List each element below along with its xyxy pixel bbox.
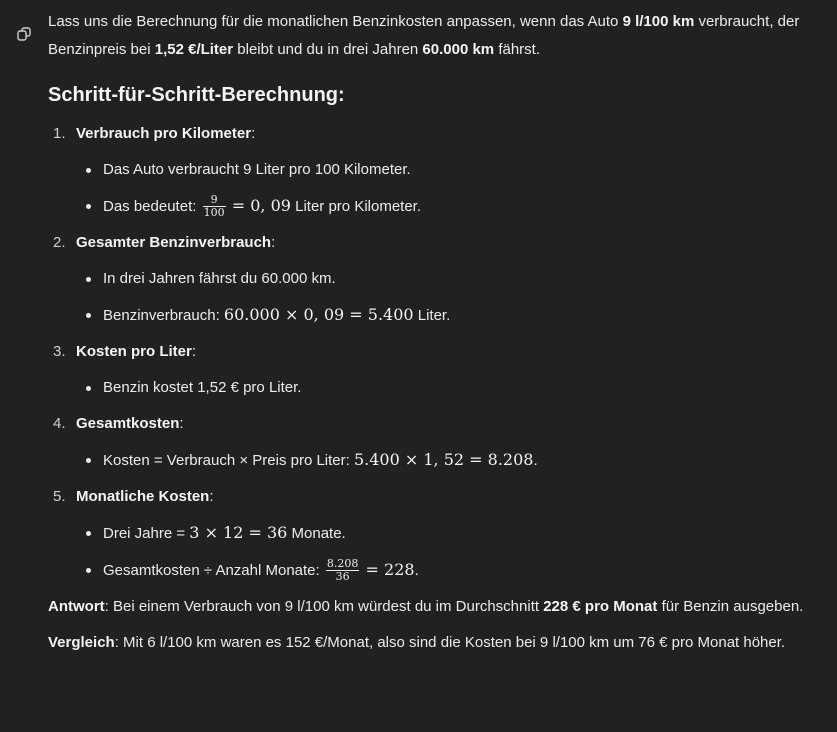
step-number: 4.	[53, 415, 66, 432]
step-item	[48, 338, 823, 402]
bullet-text: Liter pro Kilometer.	[290, 198, 422, 215]
step-bullets	[76, 265, 823, 330]
step-title	[76, 120, 823, 148]
bullet-item	[76, 374, 823, 402]
answer-text-1: : Bei einem Verbrauch von 9 l/100 km würdest du im Durchschnitt	[104, 598, 544, 615]
math-expression: = 228	[365, 560, 415, 579]
step-bullets	[76, 446, 823, 475]
step-bullets	[76, 156, 823, 221]
bullet-text: .	[414, 562, 419, 579]
step-title	[76, 229, 823, 257]
math-expression: 60.000 × 0, 09 = 5.400	[223, 305, 414, 324]
bullet-text: Benzinverbrauch:	[103, 307, 224, 324]
step-title	[76, 483, 823, 511]
step-title-bold: Gesamtkosten	[76, 415, 180, 432]
bullet-text: Benzin kostet 1,52 € pro Liter.	[103, 379, 302, 396]
bullet-text: Drei Jahre =	[103, 525, 190, 542]
intro-bold-distance: 60.000 km	[422, 41, 495, 58]
answer-bold-result: 228 € pro Monat	[543, 598, 658, 615]
step-title-colon: :	[271, 234, 276, 251]
intro-text-4: fährst.	[494, 41, 541, 58]
step-number: 2.	[53, 234, 66, 251]
bullet-text: Das Auto verbraucht 9 Liter pro 100 Kilometer.	[103, 161, 411, 178]
step-title	[76, 410, 823, 438]
bullet-item	[76, 265, 823, 293]
assistant-message	[48, 8, 823, 657]
fraction-denominator: 36	[335, 569, 350, 583]
fraction-denominator: 100	[203, 205, 225, 219]
step-item	[48, 410, 823, 475]
bullet-text: Kosten = Verbrauch × Preis pro Liter:	[103, 452, 354, 469]
bullet-text: In drei Jahren fährst du 60.000 km.	[103, 270, 336, 287]
step-title-bold: Monatliche Kosten	[76, 488, 210, 505]
answer-label: Antwort	[48, 598, 105, 615]
steps-list	[48, 120, 823, 585]
intro-text-1: Lass uns die Berechnung für die monatlichen Benzinkosten anpassen, wenn das Auto	[48, 13, 623, 30]
bullet-item	[76, 156, 823, 184]
answer-paragraph	[48, 593, 823, 621]
fraction	[326, 558, 360, 583]
answer-text-2: für Benzin ausgeben.	[657, 598, 804, 615]
bullet-text: Monate.	[287, 525, 346, 542]
comparison-label: Vergleich	[48, 634, 115, 651]
copy-icon[interactable]	[15, 25, 33, 43]
step-number: 5.	[53, 488, 66, 505]
math-expression: 5.400 × 1, 52 = 8.208	[353, 450, 534, 469]
bullet-text: Gesamtkosten ÷ Anzahl Monate:	[103, 562, 324, 579]
comparison-paragraph	[48, 629, 823, 657]
math-expression: 3 × 12 = 36	[189, 523, 288, 542]
intro-paragraph	[48, 8, 823, 64]
intro-text-2: verbraucht, der Benzinpreis bei	[48, 13, 800, 58]
step-title-colon: :	[251, 125, 256, 142]
step-number: 3.	[53, 343, 66, 360]
step-item	[48, 120, 823, 221]
step-title-bold: Kosten pro Liter	[76, 343, 192, 360]
intro-bold-price: 1,52 €/Liter	[154, 41, 234, 58]
fraction-numerator: 8.208	[326, 556, 359, 570]
intro-text-3: bleibt und du in drei Jahren	[233, 41, 423, 58]
step-bullets	[76, 519, 823, 585]
comparison-text: : Mit 6 l/100 km waren es 152 €/Monat, also sind die Kosten bei 9 l/100 km um 76 € pro Monat höher.	[114, 634, 786, 651]
step-title-colon: :	[179, 415, 184, 432]
bullet-item	[76, 301, 823, 330]
bullet-item	[76, 519, 823, 548]
step-title	[76, 338, 823, 366]
step-bullets	[76, 374, 823, 402]
fraction	[203, 194, 226, 219]
section-heading: Schritt-für-Schritt-Berechnung:	[48, 84, 345, 106]
bullet-item	[76, 446, 823, 475]
step-title-colon: :	[209, 488, 214, 505]
bullet-text: Das bedeutet:	[103, 198, 201, 215]
step-item	[48, 483, 823, 585]
bullet-item	[76, 556, 823, 585]
bullet-text: .	[533, 452, 538, 469]
step-title-bold: Verbrauch pro Kilometer	[76, 125, 252, 142]
bullet-text: Liter.	[413, 307, 451, 324]
step-title-colon: :	[191, 343, 197, 360]
math-expression: = 0, 09	[231, 196, 291, 215]
copy-icon-glyph	[17, 27, 31, 41]
step-number: 1.	[53, 125, 66, 142]
step-item	[48, 229, 823, 330]
intro-bold-consumption: 9 l/100 km	[622, 13, 695, 30]
fraction-numerator: 9	[203, 194, 226, 207]
step-title-bold: Gesamter Benzinverbrauch	[76, 234, 272, 251]
bullet-item	[76, 192, 823, 221]
